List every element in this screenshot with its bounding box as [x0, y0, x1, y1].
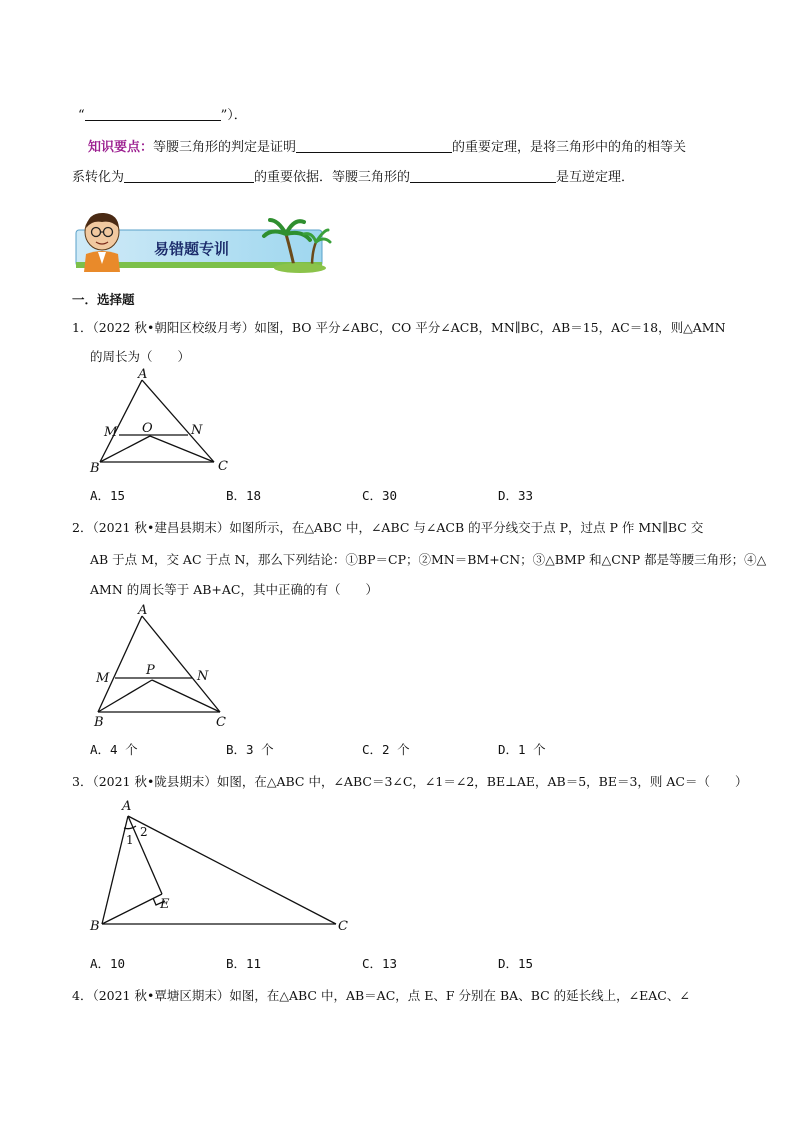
vertex-label-C: C: [216, 715, 226, 730]
answer-blank: [410, 168, 556, 183]
angle-label-1: 1: [126, 833, 134, 847]
intro-line-3: 系转化为 的重要依据．等腰三角形的 是互逆定理．: [72, 170, 635, 185]
q1-option-c: C．30: [362, 488, 398, 503]
question-2-text: 2．（2021 秋•建昌县期末）如图所示，在△ABC 中，∠ABC 与∠ACB 的平分线交于点 P，过点 P 作 MN∥BC 交: [72, 520, 704, 535]
banner-title: 易错题专训: [154, 240, 230, 258]
vertex-label-A: A: [122, 799, 132, 814]
vertex-label-A: A: [138, 367, 148, 382]
vertex-label-P: P: [146, 663, 155, 678]
q3-option-d: D．15: [498, 956, 534, 971]
vertex-label-B: B: [90, 919, 100, 934]
vertex-label-C: C: [338, 919, 348, 934]
vertex-label-A: A: [138, 603, 148, 618]
answer-blank: [124, 168, 254, 183]
vertex-label-B: B: [94, 715, 104, 730]
vertex-label-M: M: [96, 671, 110, 686]
vertex-label-N: N: [197, 669, 209, 684]
question-2-figure: [86, 600, 236, 730]
section-title: 一．选择题: [72, 292, 135, 307]
answer-blank: [85, 106, 221, 121]
knowledge-point-label: 知识要点：: [88, 140, 154, 155]
intro-line-1: “ ”）．: [78, 108, 247, 123]
q1-option-d: D．33: [498, 488, 534, 503]
vertex-label-E: E: [160, 897, 170, 912]
vertex-label-C: C: [218, 459, 228, 474]
question-4-text: 4．（2021 秋•覃塘区期末）如图，在△ABC 中，AB＝AC，点 E、F 分别在 BA、BC 的延长线上，∠EAC、∠: [72, 988, 690, 1003]
answer-blank: [296, 138, 452, 153]
question-3-figure: [86, 796, 366, 940]
question-1-text-cont: 的周长为（ ）: [90, 349, 191, 364]
question-3-text: 3．（2021 秋•陇县期末）如图，在△ABC 中，∠ABC＝3∠C，∠1＝∠2，BE⊥AE，AB＝5，BE＝3，则 AC＝（ ）: [72, 774, 748, 789]
question-2-text-cont-1: AB 于点 M，交 AC 于点 N，那么下列结论：①BP＝CP；②MN＝BM+CN；③△BMP 和△CNP 都是等腰三角形；④△: [90, 552, 767, 567]
vertex-label-N: N: [191, 423, 203, 438]
q2-option-d: D．1 个: [498, 742, 546, 757]
knowledge-point-line: 知识要点：等腰三角形的判定是证明 的重要定理，是将三角形中的角的相等关: [88, 140, 687, 155]
q2-option-b: B．3 个: [226, 742, 274, 757]
question-1-figure: [86, 366, 236, 478]
vertex-label-B: B: [90, 461, 100, 476]
q3-option-a: A．10: [90, 956, 126, 971]
q2-option-c: C．2 个: [362, 742, 410, 757]
question-2-text-cont-2: AMN 的周长等于 AB+AC，其中正确的有（ ）: [90, 582, 378, 597]
vertex-label-M: M: [104, 425, 118, 440]
question-1-text: 1．（2022 秋•朝阳区校级月考）如图，BO 平分∠ABC，CO 平分∠ACB，MN∥BC，AB＝15，AC＝18，则△AMN: [72, 320, 726, 335]
angle-label-2: 2: [140, 825, 148, 839]
q1-option-a: A．15: [90, 488, 126, 503]
q2-option-a: A．4 个: [90, 742, 138, 757]
section-banner: [72, 208, 332, 274]
vertex-label-O: O: [142, 421, 153, 436]
q1-option-b: B．18: [226, 488, 262, 503]
q3-option-c: C．13: [362, 956, 398, 971]
q3-option-b: B．11: [226, 956, 262, 971]
